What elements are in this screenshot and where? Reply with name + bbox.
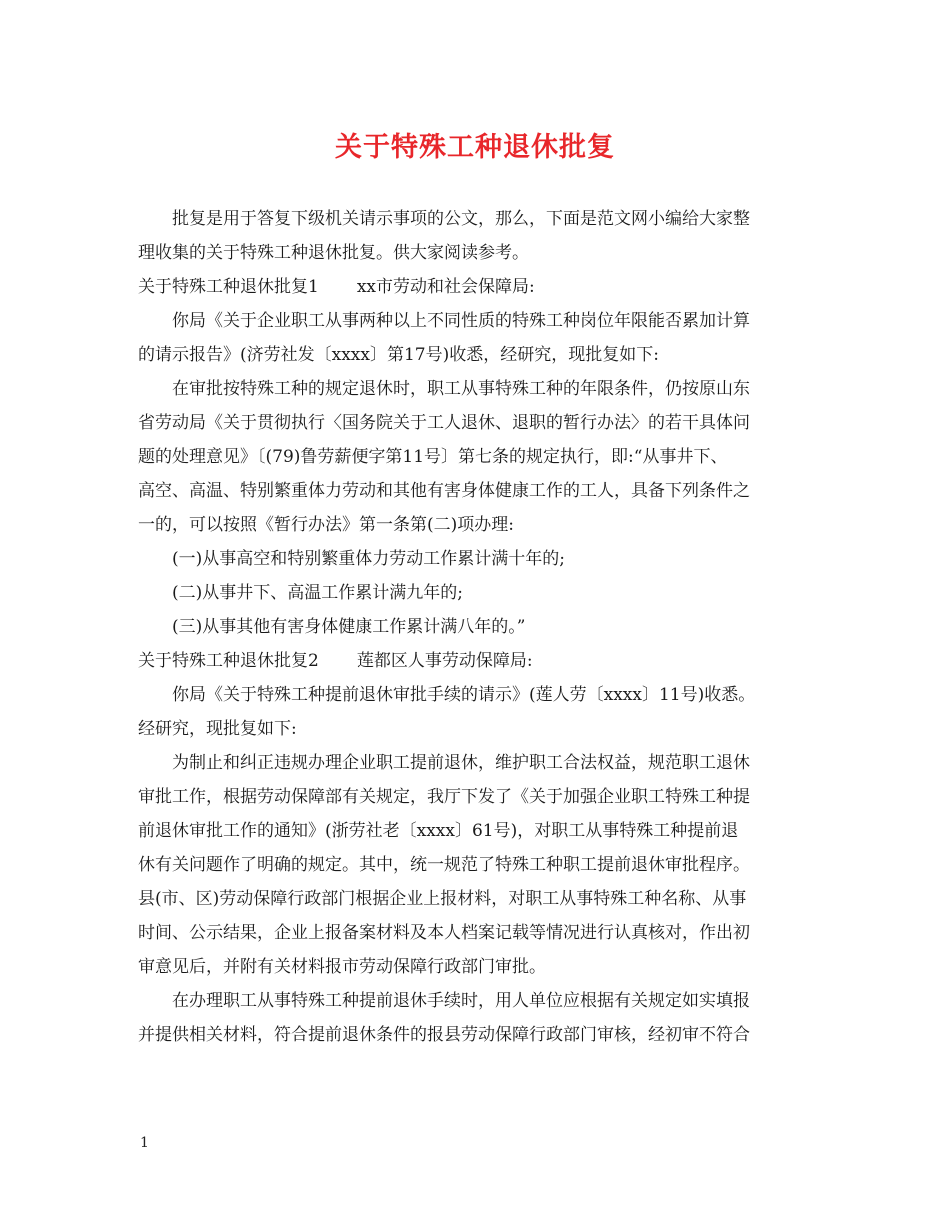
- text-line: 省劳动局《关于贯彻执行〈国务院关于工人退休、退职的暂行办法〉的若干具体问: [138, 413, 750, 433]
- document-title: 关于特殊工种退休批复: [335, 132, 615, 163]
- text-line: 的请示报告》(济劳社发〔xxxx〕第17号)收悉，经研究，现批复如下:: [138, 345, 659, 365]
- text-line: 题的处理意见》〔(79)鲁劳薪便字第11号〕第七条的规定执行，即:“从事井下、: [138, 447, 728, 467]
- text-line: 并提供相关材料，符合提前退休条件的报县劳动保障行政部门审核，经初审不符合: [138, 1025, 750, 1045]
- section-heading-line: [138, 644, 828, 678]
- text-line: 审批工作，根据劳动保障部有关规定，我厅下发了《关于加强企业职工特殊工种提: [138, 787, 750, 807]
- text-line: (三)从事其他有害身体健康工作累计满八年的。”: [172, 617, 526, 637]
- text-line: 休有关问题作了明确的规定。其中，统一规范了特殊工种职工提前退休审批程序。: [138, 855, 750, 875]
- document-body: [138, 202, 828, 1052]
- page-number: 1: [140, 1135, 149, 1151]
- text-line: (二)从事井下、高温工作累计满九年的;: [172, 583, 463, 603]
- text-line: 在审批按特殊工种的规定退休时，职工从事特殊工种的年限条件，仍按原山东: [172, 379, 750, 399]
- recipient-name: 莲都区人事劳动保障局:: [356, 651, 533, 671]
- text-line: 县(市、区)劳动保障行政部门根据企业上报材料，对职工从事特殊工种名称、从事: [138, 889, 747, 909]
- text-line: 经研究，现批复如下:: [138, 719, 297, 739]
- text-line: 审意见后，并附有关材料报市劳动保障行政部门审批。: [138, 957, 546, 977]
- text-line: 高空、高温、特别繁重体力劳动和其他有害身体健康工作的工人，具备下列条件之: [138, 481, 750, 501]
- section-heading: 关于特殊工种退休批复1: [138, 277, 319, 297]
- section-heading: 关于特殊工种退休批复2: [138, 651, 319, 671]
- text-line: 为制止和纠正违规办理企业职工提前退休，维护职工合法权益，规范职工退休: [172, 753, 750, 773]
- text-line: 一的，可以按照《暂行办法》第一条第(二)项办理:: [138, 515, 514, 535]
- text-line: 批复是用于答复下级机关请示事项的公文，那么，下面是范文网小编给大家整: [172, 209, 750, 229]
- text-line: 在办理职工从事特殊工种提前退休手续时，用人单位应根据有关规定如实填报: [172, 991, 750, 1011]
- text-line: 前退休审批工作的通知》(浙劳社老〔xxxx〕61号)，对职工从事特殊工种提前退: [138, 821, 739, 841]
- text-line: 你局《关于企业职工从事两种以上不同性质的特殊工种岗位年限能否累加计算: [172, 311, 750, 331]
- section-heading-line: [138, 270, 828, 304]
- text-line: 时间、公示结果，企业上报备案材料及本人档案记载等情况进行认真核对，作出初: [138, 923, 750, 943]
- text-line: 理收集的关于特殊工种退休批复。供大家阅读参考。: [138, 243, 529, 263]
- recipient-name: xx市劳动和社会保障局:: [356, 277, 535, 297]
- text-line: (一)从事高空和特别繁重体力劳动工作累计满十年的;: [172, 549, 565, 569]
- text-line: 你局《关于特殊工种提前退休审批手续的请示》(莲人劳〔xxxx〕11号)收悉。: [172, 685, 756, 705]
